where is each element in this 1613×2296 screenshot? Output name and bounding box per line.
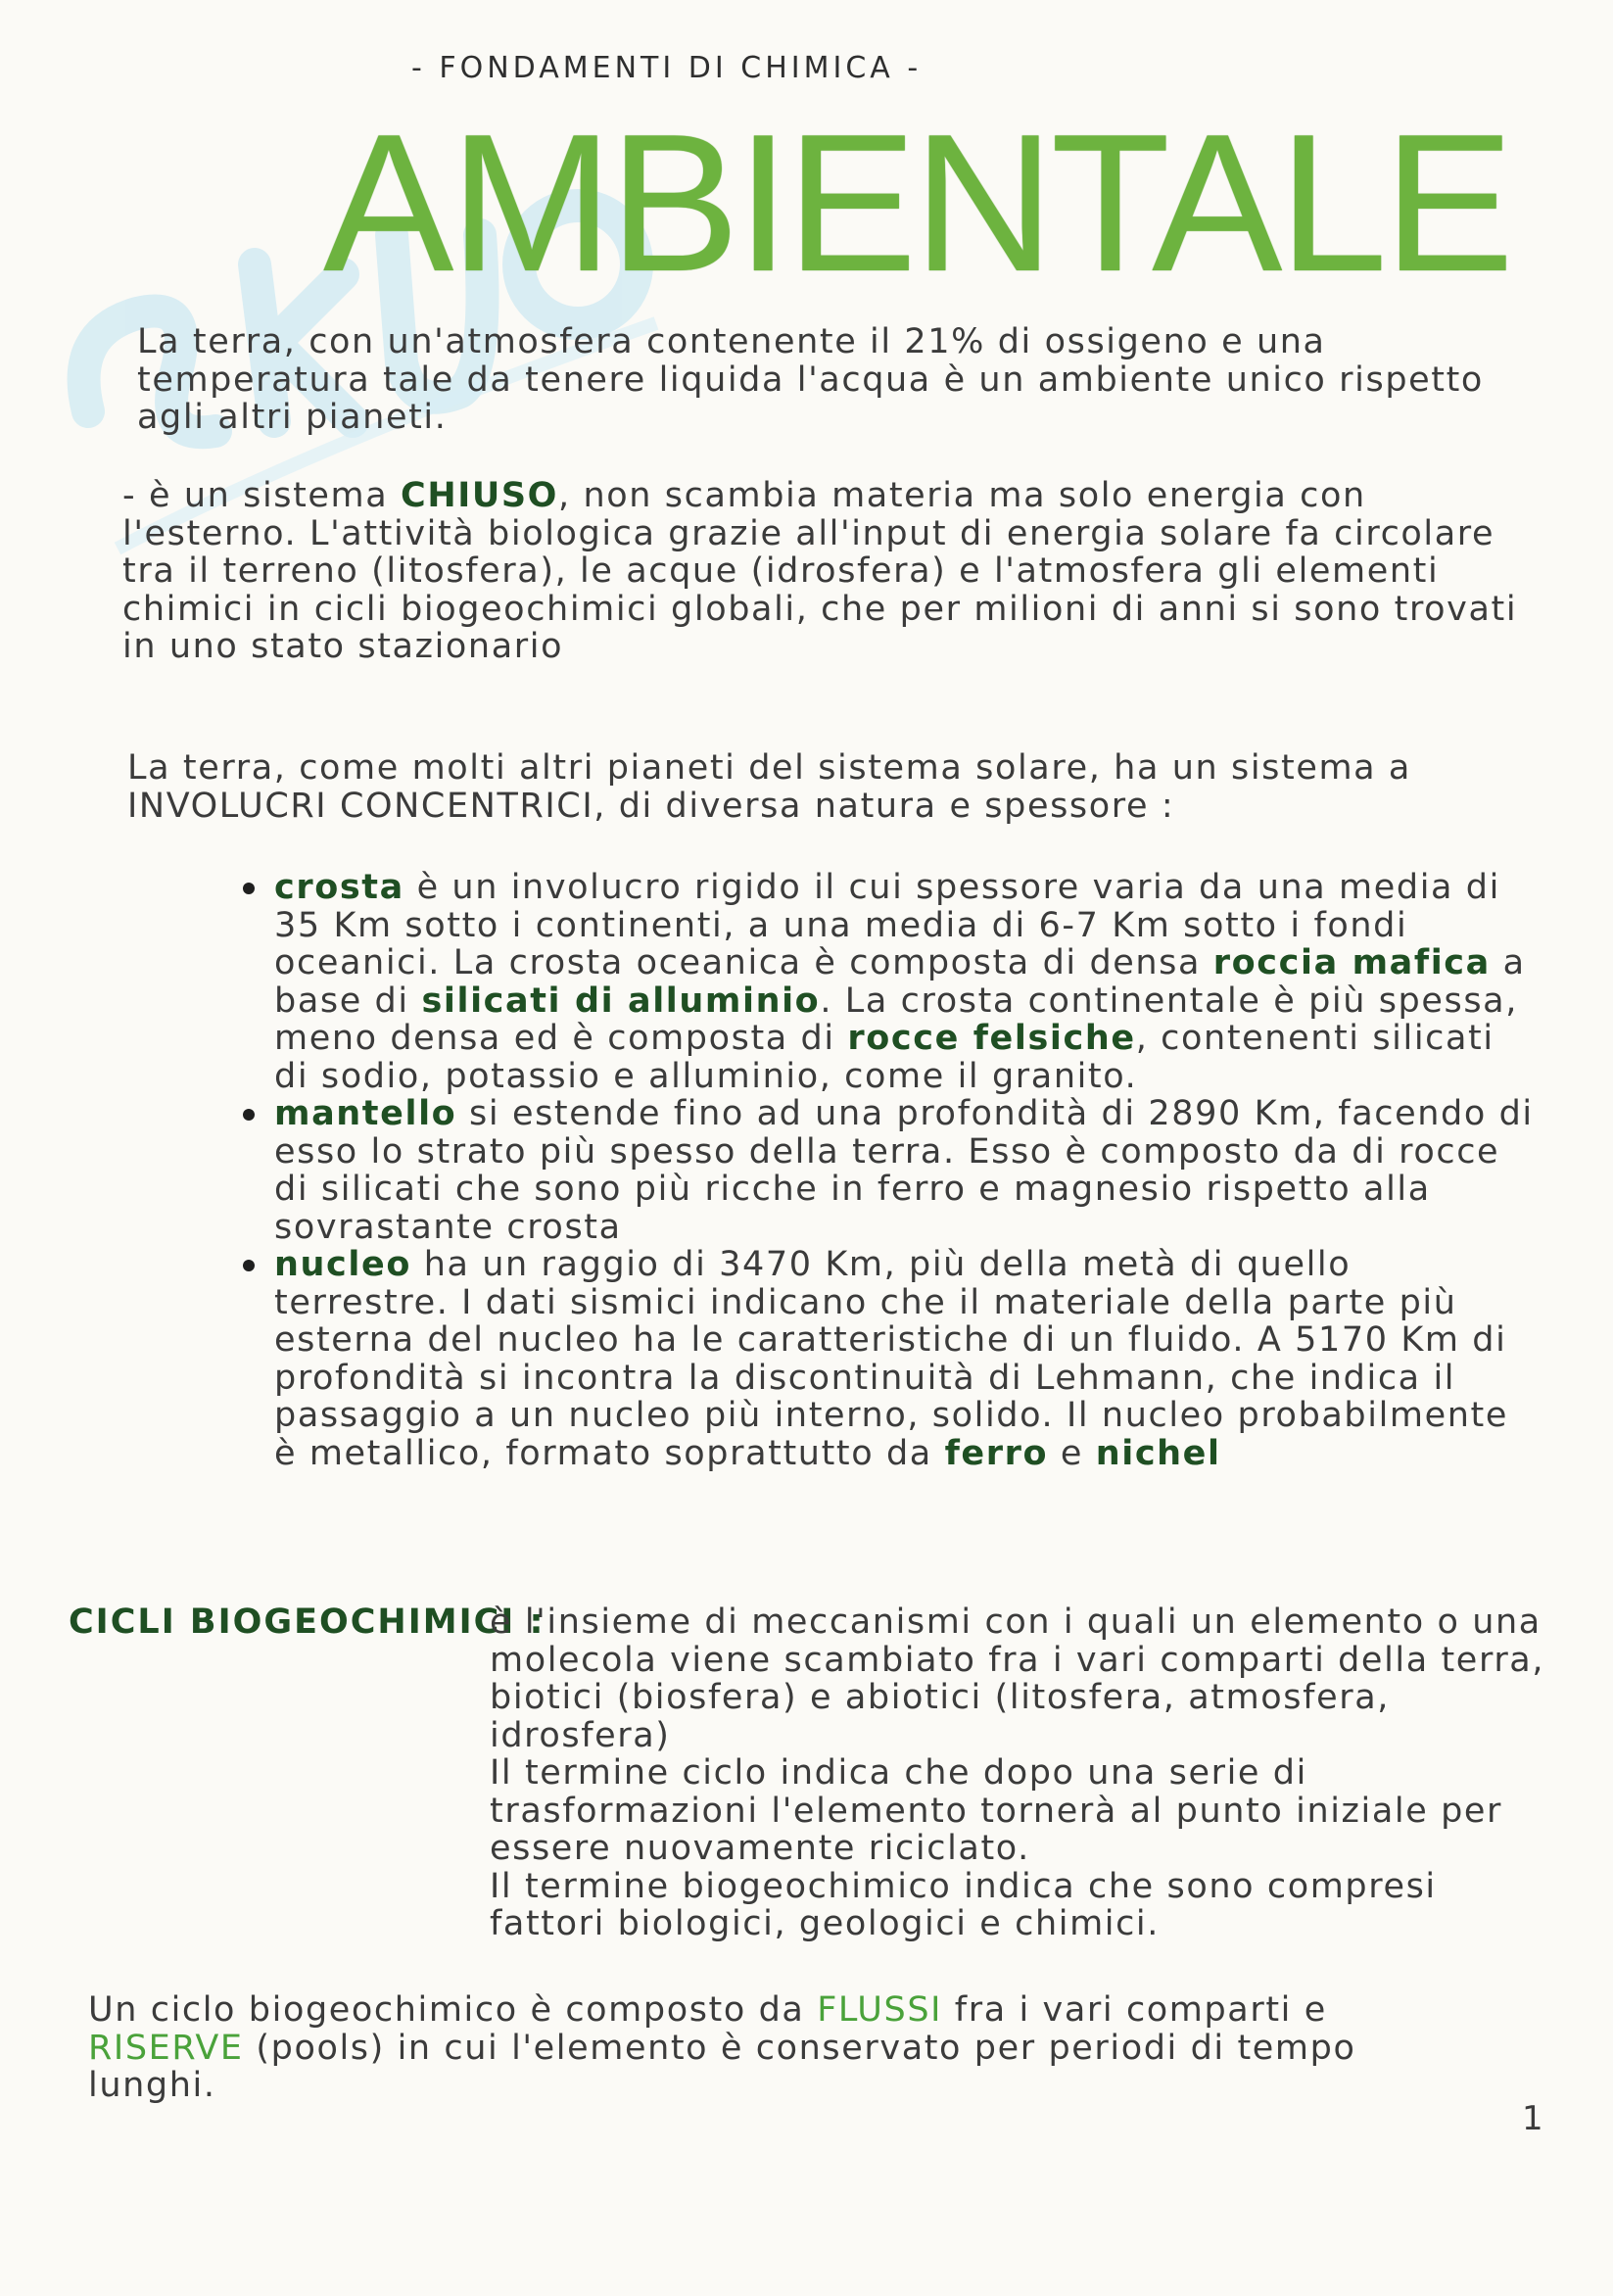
closed-system-keyword: CHIUSO <box>401 476 559 515</box>
cycles-definition-block <box>490 1603 1557 1943</box>
closed-system-prefix: - è un sistema <box>122 476 402 515</box>
list-item <box>235 869 1538 1095</box>
layer-keyword: roccia mafica <box>1212 943 1491 982</box>
cycles-definition: è l'insieme di meccanismi con i quali un elemento o una molecola viene scambiato fra i vari comparti della terra, biotici (biosfera) e abiotici (litosfera, atmosfera, idrosfera) <box>490 1602 1545 1755</box>
document-title: AMBIENTALE <box>323 94 1511 312</box>
reserves-keyword: RISERVE <box>88 2028 244 2068</box>
cycles-term: CICLI BIOGEOCHIMICI : <box>69 1602 546 1642</box>
flows-keyword: FLUSSI <box>817 1990 943 2030</box>
composition-text: fra i vari comparti e <box>942 1990 1327 2030</box>
cycles-term-explanation: Il termine ciclo indica che dopo una serie di trasformazioni l'elemento tornerà al punto iniziale per essere nuovamente riciclato. <box>490 1753 1503 1868</box>
layer-term: nucleo <box>274 1245 411 1284</box>
layer-term: crosta <box>274 868 404 907</box>
list-item <box>235 1246 1538 1472</box>
envelopes-text: La terra, come molti altri pianeti del sistema solare, ha un sistema a INVOLUCRI CONCENTRICI, di diversa natura e spessore : <box>127 748 1411 826</box>
layer-text: . La crosta continentale è più spessa, meno densa ed è composta di <box>274 981 1518 1058</box>
layer-keyword: silicati di alluminio <box>421 981 821 1021</box>
composition-text: (pools) in cui l'elemento è conservato per periodi di tempo lunghi. <box>88 2028 1356 2105</box>
layer-keyword: nichel <box>1095 1433 1221 1473</box>
layer-text: a base di <box>274 943 1526 1021</box>
layer-keyword: rocce felsiche <box>847 1019 1136 1058</box>
layer-text: , contenenti silicati di sodio, potassio e alluminio, come il granito. <box>274 1019 1494 1096</box>
intro-paragraph <box>137 323 1508 437</box>
biogeochemical-explanation: Il termine biogeochimico indica che sono compresi fattori biologici, geologici e chimici. <box>490 1866 1437 1943</box>
layer-term: mantello <box>274 1094 457 1133</box>
intro-text: La terra, con un'atmosfera contenente il 21% di ossigeno e una temperatura tale da tenere liquida l'acqua è un ambiente unico rispetto agli altri pianeti. <box>137 322 1484 437</box>
layer-text: è un involucro rigido il cui spessore varia da una media di 35 Km sotto i continenti, a una media di 6-7 Km sotto i fondi oceanici. La crosta oceanica è composta di densa <box>274 868 1500 982</box>
page-number: 1 <box>1522 2099 1543 2138</box>
earth-layers-list <box>235 869 1538 1472</box>
layer-text: si estende fino ad una profondità di 2890 Km, facendo di esso lo strato più spesso della terra. Esso è composto da di rocce di silicati che sono più ricche in ferro e magnesio rispetto alla sovrastante crosta <box>274 1094 1534 1247</box>
list-item <box>235 1095 1538 1246</box>
layer-text: e <box>1048 1433 1096 1473</box>
closed-system-paragraph <box>122 477 1542 666</box>
closed-system-text: , non scambia materia ma solo energia con l'esterno. L'attività biologica grazie all'input di energia solare fa circolare tra il terreno (litosfera), le acque (idrosfera) e l'atmosfera gli elementi chimici in cicli biogeochimici globali, che per milioni di anni si sono trovati in uno stato stazionario <box>122 476 1518 666</box>
cycle-composition-paragraph <box>88 1991 1459 2105</box>
composition-text: Un ciclo biogeochimico è composto da <box>88 1990 818 2030</box>
envelopes-paragraph <box>127 749 1547 825</box>
document-subtitle: - FONDAMENTI DI CHIMICA - <box>411 51 923 85</box>
layer-text: ha un raggio di 3470 Km, più della metà di quello terrestre. I dati sismici indicano che il materiale della parte più esterna del nucleo ha le caratteristiche di un fluido. A 5170 Km di profondità si incontra la discontinuità di Lehmann, che indica il passaggio a un nucleo più interno, solido. Il nucleo probabilmente è metallico, formato soprattutto da <box>274 1245 1508 1473</box>
layer-keyword: ferro <box>944 1433 1049 1473</box>
